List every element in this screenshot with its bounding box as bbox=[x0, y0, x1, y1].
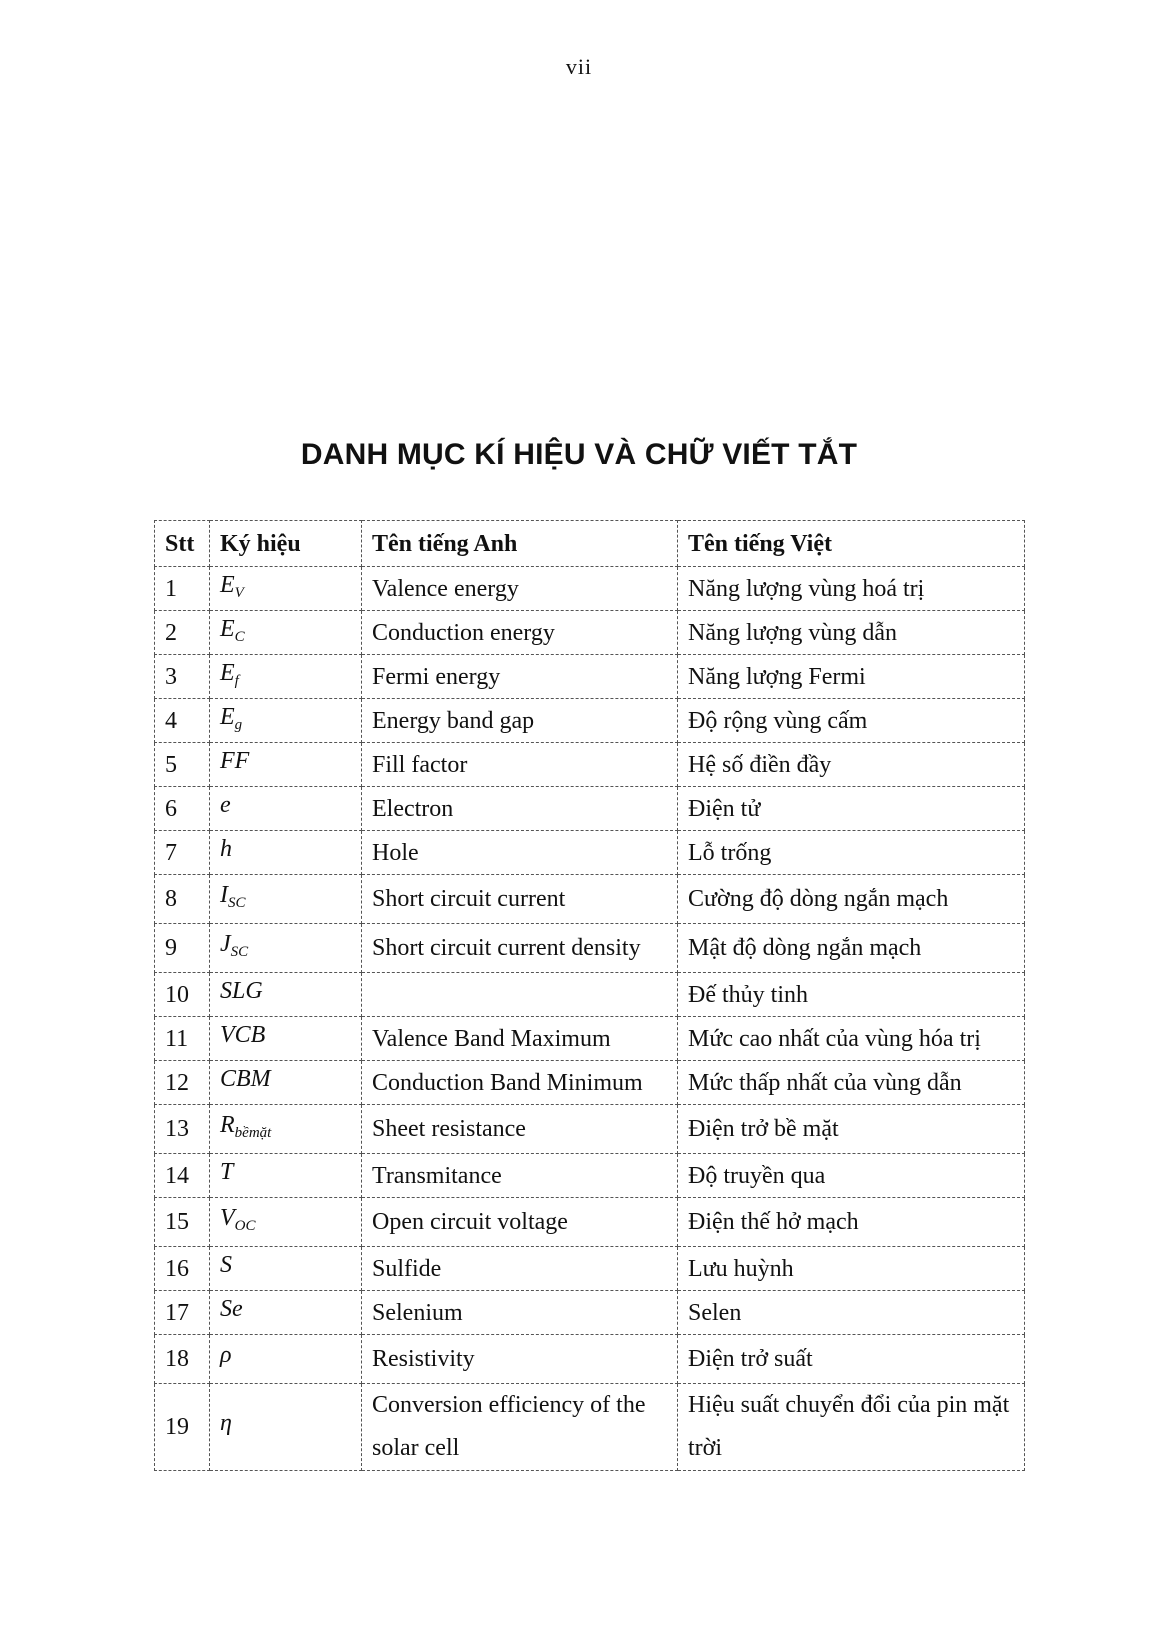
table-row bbox=[155, 973, 1025, 1017]
row-vietnamese: Độ rộng vùng cấm bbox=[678, 699, 1025, 743]
row-stt: 6 bbox=[155, 787, 210, 831]
header-vietnamese: Tên tiếng Việt bbox=[678, 521, 1025, 567]
row-stt: 15 bbox=[155, 1198, 210, 1247]
row-symbol: h bbox=[210, 831, 362, 875]
row-symbol: $I_{SC}$ bbox=[210, 875, 362, 924]
table-row bbox=[155, 1384, 1025, 1471]
table-row bbox=[155, 1291, 1025, 1335]
row-stt: 19 bbox=[155, 1384, 210, 1471]
row-english: Short circuit current bbox=[362, 875, 678, 924]
row-vietnamese: Đế thủy tinh bbox=[678, 973, 1025, 1017]
table-row bbox=[155, 699, 1025, 743]
row-stt: 9 bbox=[155, 924, 210, 973]
row-english bbox=[362, 973, 678, 1017]
row-symbol: $R_{bềmặt}$ bbox=[210, 1105, 362, 1154]
row-symbol: e bbox=[210, 787, 362, 831]
row-vietnamese: Mức thấp nhất của vùng dẫn bbox=[678, 1061, 1025, 1105]
row-vietnamese: Mật độ dòng ngắn mạch bbox=[678, 924, 1025, 973]
table-row bbox=[155, 743, 1025, 787]
header-english: Tên tiếng Anh bbox=[362, 521, 678, 567]
row-vietnamese: Lỗ trống bbox=[678, 831, 1025, 875]
page-title: DANH MỤC KÍ HIỆU VÀ CHỮ VIẾT TẮT bbox=[300, 438, 858, 471]
row-english: Fill factor bbox=[362, 743, 678, 787]
row-symbol: CBM bbox=[210, 1061, 362, 1105]
row-vietnamese: Cường độ dòng ngắn mạch bbox=[678, 875, 1025, 924]
row-english: Fermi energy bbox=[362, 655, 678, 699]
row-vietnamese: Độ truyền qua bbox=[678, 1154, 1025, 1198]
table-row bbox=[155, 1105, 1025, 1154]
table-header-row bbox=[155, 521, 1025, 567]
page-number: vii bbox=[565, 54, 593, 79]
row-stt: 8 bbox=[155, 875, 210, 924]
table-row bbox=[155, 1017, 1025, 1061]
row-symbol: Se bbox=[210, 1291, 362, 1335]
row-symbol: $E_V$ bbox=[210, 567, 362, 611]
row-english: Hole bbox=[362, 831, 678, 875]
row-stt: 10 bbox=[155, 973, 210, 1017]
row-stt: 3 bbox=[155, 655, 210, 699]
row-stt: 14 bbox=[155, 1154, 210, 1198]
row-english: Conduction Band Minimum bbox=[362, 1061, 678, 1105]
row-vietnamese: Hiệu suất chuyển đổi của pin mặt trời bbox=[678, 1384, 1025, 1471]
row-stt: 7 bbox=[155, 831, 210, 875]
row-english: Valence energy bbox=[362, 567, 678, 611]
row-english: Electron bbox=[362, 787, 678, 831]
row-vietnamese: Hệ số điền đầy bbox=[678, 743, 1025, 787]
row-stt: 5 bbox=[155, 743, 210, 787]
row-english: Short circuit current density bbox=[362, 924, 678, 973]
row-english: Resistivity bbox=[362, 1335, 678, 1384]
table-row bbox=[155, 1198, 1025, 1247]
row-symbol: T bbox=[210, 1154, 362, 1198]
abbreviation-table bbox=[154, 520, 1025, 1471]
row-vietnamese: Năng lượng vùng hoá trị bbox=[678, 567, 1025, 611]
row-stt: 18 bbox=[155, 1335, 210, 1384]
row-english: Selenium bbox=[362, 1291, 678, 1335]
row-symbol: $E_g$ bbox=[210, 699, 362, 743]
row-vietnamese: Mức cao nhất của vùng hóa trị bbox=[678, 1017, 1025, 1061]
row-symbol: $E_C$ bbox=[210, 611, 362, 655]
row-symbol: S bbox=[210, 1247, 362, 1291]
table-row bbox=[155, 1247, 1025, 1291]
table-row bbox=[155, 831, 1025, 875]
row-stt: 11 bbox=[155, 1017, 210, 1061]
row-stt: 2 bbox=[155, 611, 210, 655]
row-vietnamese: Năng lượng Fermi bbox=[678, 655, 1025, 699]
row-stt: 17 bbox=[155, 1291, 210, 1335]
row-vietnamese: Điện tử bbox=[678, 787, 1025, 831]
table-row bbox=[155, 567, 1025, 611]
row-english: Energy band gap bbox=[362, 699, 678, 743]
row-symbol: $J_{SC}$ bbox=[210, 924, 362, 973]
row-symbol: η bbox=[210, 1384, 362, 1471]
row-english: Open circuit voltage bbox=[362, 1198, 678, 1247]
row-stt: 12 bbox=[155, 1061, 210, 1105]
row-stt: 13 bbox=[155, 1105, 210, 1154]
row-symbol: FF bbox=[210, 743, 362, 787]
row-vietnamese: Năng lượng vùng dẫn bbox=[678, 611, 1025, 655]
row-stt: 4 bbox=[155, 699, 210, 743]
table-row bbox=[155, 1154, 1025, 1198]
table-row bbox=[155, 875, 1025, 924]
row-symbol: ρ bbox=[210, 1335, 362, 1384]
row-english: Valence Band Maximum bbox=[362, 1017, 678, 1061]
header-symbol: Ký hiệu bbox=[210, 521, 362, 567]
table-row bbox=[155, 787, 1025, 831]
row-vietnamese: Điện trở bề mặt bbox=[678, 1105, 1025, 1154]
row-symbol: $V_{OC}$ bbox=[210, 1198, 362, 1247]
table-row bbox=[155, 611, 1025, 655]
header-stt: Stt bbox=[155, 521, 210, 567]
table-row bbox=[155, 924, 1025, 973]
row-vietnamese: Selen bbox=[678, 1291, 1025, 1335]
row-stt: 16 bbox=[155, 1247, 210, 1291]
table-row bbox=[155, 1335, 1025, 1384]
row-stt: 1 bbox=[155, 567, 210, 611]
row-english: Sulfide bbox=[362, 1247, 678, 1291]
row-vietnamese: Điện trở suất bbox=[678, 1335, 1025, 1384]
row-vietnamese: Lưu huỳnh bbox=[678, 1247, 1025, 1291]
row-english: Sheet resistance bbox=[362, 1105, 678, 1154]
table-row bbox=[155, 655, 1025, 699]
row-english: Conversion efficiency of the solar cell bbox=[362, 1384, 678, 1471]
table-row bbox=[155, 1061, 1025, 1105]
row-vietnamese: Điện thế hở mạch bbox=[678, 1198, 1025, 1247]
row-symbol: $E_f$ bbox=[210, 655, 362, 699]
row-symbol: SLG bbox=[210, 973, 362, 1017]
row-symbol: VCB bbox=[210, 1017, 362, 1061]
row-english: Conduction energy bbox=[362, 611, 678, 655]
row-english: Transmitance bbox=[362, 1154, 678, 1198]
